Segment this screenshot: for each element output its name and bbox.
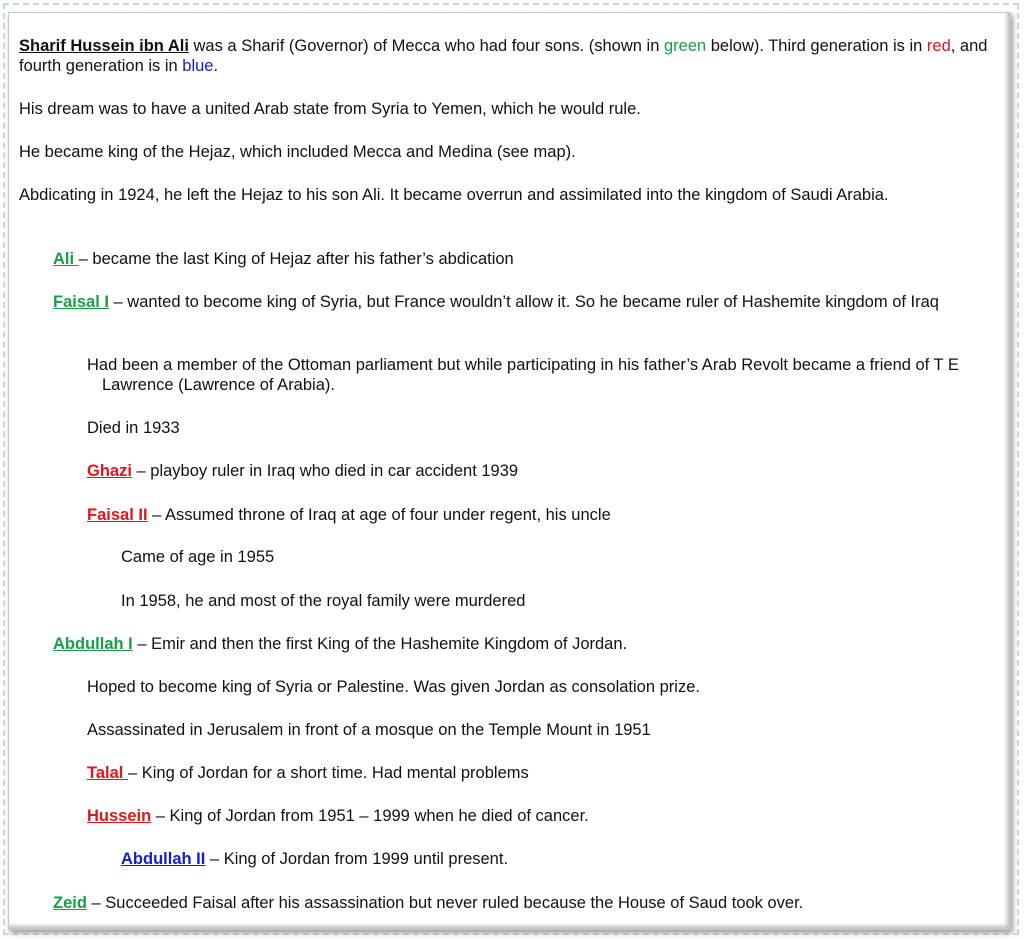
- blue-word: blue: [182, 57, 214, 75]
- intro-text: , and fourth generation is in: [19, 37, 988, 75]
- entry-abdullah-i: [53, 634, 973, 654]
- green-word: green: [663, 37, 707, 55]
- red-word: red: [926, 37, 951, 55]
- entry-ghazi: [87, 461, 967, 481]
- entry-hussein: [87, 806, 977, 826]
- intro-text: below). Third generation is in: [706, 37, 927, 55]
- entry-note: Came of age in 1955: [121, 548, 275, 566]
- intro-text: .: [213, 57, 219, 75]
- entry-note: Assassinated in Jerusalem in front of a mosque on the Temple Mount in 1951: [87, 721, 651, 739]
- entry-text: – Assumed throne of Iraq at age of four under regent, his uncle: [147, 506, 611, 524]
- entry-faisal-i: [53, 292, 948, 312]
- name-zeid[interactable]: Zeid: [53, 894, 87, 912]
- entry-text: – playboy ruler in Iraq who died in car accident 1939: [131, 462, 519, 480]
- entry-note: In 1958, he and most of the royal family were murdered: [121, 592, 526, 610]
- entry-zeid: [53, 893, 993, 913]
- entry-text: – became the last King of Hejaz after his father’s abdication: [78, 250, 514, 268]
- sharif-hussein-name: Sharif Hussein ibn Ali: [19, 37, 189, 55]
- intro-text: was a Sharif (Governor) of Mecca who had four sons. (shown in: [188, 37, 664, 55]
- entry-abdullah-ii: [121, 849, 981, 869]
- name-faisal-i[interactable]: Faisal I: [53, 293, 109, 311]
- paragraph: His dream was to have a united Arab state from Syria to Yemen, which he would rule.: [19, 100, 641, 118]
- name-abdullah-ii[interactable]: Abdullah II: [121, 850, 206, 868]
- entry-ali: [53, 249, 973, 269]
- name-faisal-ii[interactable]: Faisal II: [87, 506, 148, 524]
- entry-text: – King of Jordan for a short time. Had mental problems: [127, 764, 529, 782]
- entry-note: Had been a member of the Ottoman parliament but while participating in his father’s Arab Revolt became a friend of T E Lawrence (Lawrence of Arabia).: [87, 356, 959, 394]
- entry-note: Died in 1933: [87, 419, 180, 437]
- name-ghazi[interactable]: Ghazi: [87, 462, 132, 480]
- entry-text: – Succeeded Faisal after his assassination but never ruled because the House of Saud took over.: [86, 894, 804, 912]
- entry-note: Hoped to become king of Syria or Palestine. Was given Jordan as consolation prize.: [87, 678, 700, 696]
- paragraph: Abdicating in 1924, he left the Hejaz to his son Ali. It became overrun and assimilated into the kingdom of Saudi Arabia.: [19, 186, 889, 204]
- entry-text: – Emir and then the first King of the Hashemite Kingdom of Jordan.: [132, 635, 628, 653]
- name-ali[interactable]: Ali: [53, 250, 79, 268]
- entry-text: – King of Jordan from 1999 until present.: [205, 850, 509, 868]
- name-talal[interactable]: Talal: [87, 764, 128, 782]
- name-abdullah-i[interactable]: Abdullah I: [53, 635, 133, 653]
- entry-text: – King of Jordan from 1951 – 1999 when he died of cancer.: [151, 807, 589, 825]
- entry-text: – wanted to become king of Syria, but France wouldn’t allow it. So he became ruler of Hashemite kingdom of Iraq: [108, 293, 939, 311]
- entry-talal: [87, 763, 977, 783]
- name-hussein[interactable]: Hussein: [87, 807, 152, 825]
- intro-paragraph: [19, 36, 999, 76]
- entry-faisal-ii: [87, 505, 967, 525]
- paragraph: He became king of the Hejaz, which included Mecca and Medina (see map).: [19, 143, 576, 161]
